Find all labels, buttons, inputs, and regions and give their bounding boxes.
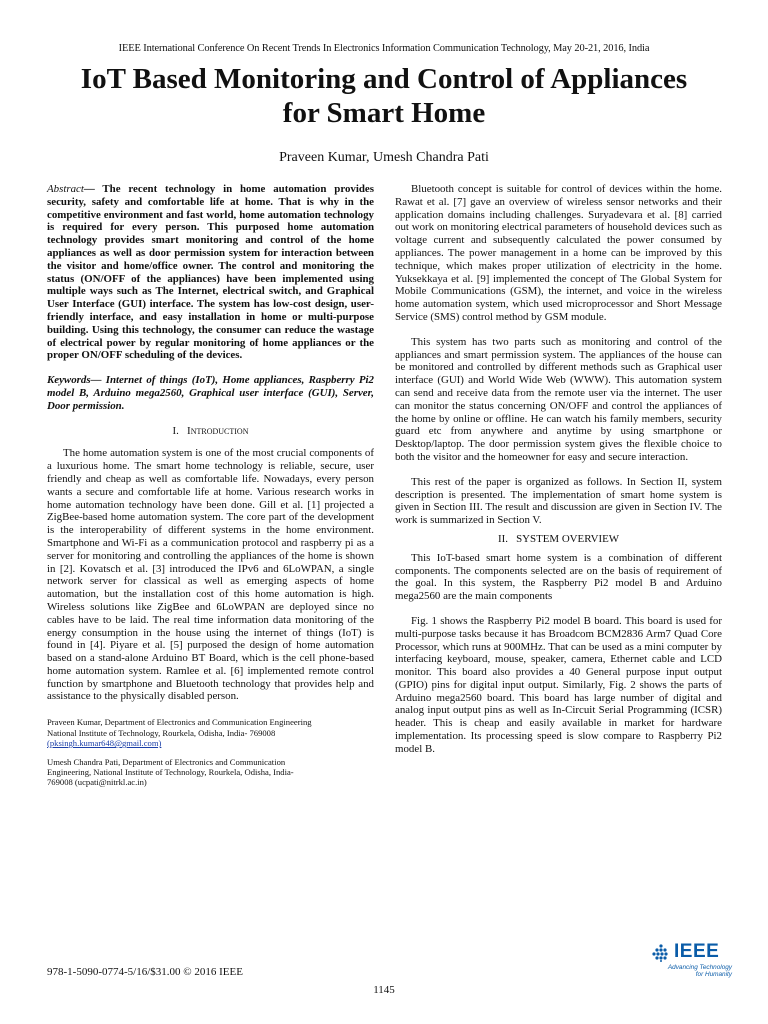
- ieee-tagline: [654, 964, 732, 979]
- page-number: 1145: [373, 984, 395, 996]
- keywords: [47, 374, 374, 412]
- ieee-tagline-line-1: Advancing Technology: [667, 964, 732, 971]
- paragraph-gap: [395, 324, 722, 336]
- keywords-label: Keywords: [47, 374, 91, 387]
- conference-header: IEEE International Conference On Recent Trends In Electronics Information Communication Technology, May 20-21, 2016, India: [118, 43, 650, 54]
- right-column: [395, 183, 722, 756]
- author-1-email-link[interactable]: (pksingh.kumar648@gmail.com): [47, 738, 162, 749]
- footnote-author-2: [47, 757, 374, 788]
- footnote-author-1: [47, 717, 374, 748]
- intro-paragraph-2: Bluetooth concept is suitable for control of devices within the home. Rawat et al. [7] gave an overview of wireless sensor networks and their application domains including challenges. Suryadevara et al. [8] carried out work on monitoring electrical parameters of household devices such as voltage current and subsequently calculated the power consumed by appliances. The power management in a home can be improved by this technique, which makes proper utilization of electricity in the home. Yuksekkaya et al. [9] implemented the concept of The Global System for Mobile Communications (GSM), the internet, and voice in the wireless home automation system, which used microprocessor and Short Message Service (SMS) control method by GSM module.: [395, 183, 722, 323]
- ieee-tagline-line-2: for Humanity: [695, 971, 732, 979]
- section-number: I.: [172, 424, 179, 437]
- title-line-2: for Smart Home: [282, 97, 486, 129]
- section-number: II.: [497, 532, 508, 545]
- ieee-dots-icon: [652, 944, 670, 962]
- intro-paragraph-4: This rest of the paper is organized as follows. In Section II, system description is presented. The implementation of smart home system is given in Section III. The result and discussion are given in Section IV. The work is summarized in Section V.: [395, 475, 722, 527]
- overview-paragraph-2: Fig. 1 shows the Raspberry Pi2 model B board. This board is used for multi-purpose tasks because it has Broadcom BCM2836 Arm7 Quad Core Processor, which runs at 900MHz. That can be used as a mini computer by interfacing keyboard, mouse, speaker, camera, Ethernet cable and LCD monitor. This board also provides a 40 General purpose input output (GPIO) pins for digital input output. Similarly, Fig. 2 shows the parts of Arduino mega2560 board. This board has large number of digital and analog input output pins as well as In-Circuit Serial Programming (ICSR) header. This is cheap and easily available in market for hardware implementation. Its processing speed is slow compare to Raspberry Pi2 model B.: [395, 614, 722, 755]
- paper-title: [40, 62, 728, 130]
- paper-authors: Praveen Kumar, Umesh Chandra Pati: [279, 150, 489, 165]
- keywords-text: — Internet of things (IoT), Home appliances, Raspberry Pi2 model B, Arduino mega2560, Graphical user interface (GUI), Server, Door permission.: [47, 374, 374, 412]
- footnote-line: Praveen Kumar, Department of Electronics and Communication Engineering: [47, 717, 312, 728]
- footnote-line: Umesh Chandra Pati, Department of Electronics and Communication: [47, 756, 286, 767]
- intro-paragraph-3: This system has two parts such as monitoring and control of the appliances and smart permission system. The appliances of the house can be monitored and controlled by different methods such as Graphical user interface (GUI) and World Wide Web (WWW). This automation system can send and receive data from the remote user via the internet. The user can monitor the status concerning ON/OFF and control the appliances of the home by online or offline. He can watch his family members, security guard etc from anywhere and anytime by using smartphone or Desktop/laptop. The door permission system gives the flexible choice to both the visitor and the homeowner for easy and secure interaction.: [395, 335, 722, 463]
- ieee-wordmark: IEEE: [674, 941, 720, 962]
- section-heading-system-overview: [395, 533, 722, 546]
- abstract-text: — The recent technology in home automation provides security, safety and comfortable life at home. That is why in the competitive environment and fast world, home automation technology is required for every person. This purposed home automation technology provides smart monitoring and control of the home appliances as well as door permission system for interaction between the visitor and home/office owner. The control and monitoring the status (ON/OFF of the appliances) have been implemented using multiple ways such as The Internet, electrical switch, and Graphical User Interface (GUI) interface. The system has low-cost design, user-friendly interface, and easy installation in home or multi-purpose building. Using this technology, the consumer can reduce the wastage of electrical power by regular monitoring of home appliances or the proper ON/OFF scheduling of the devices.: [47, 183, 374, 362]
- footnote-line: Engineering, National Institute of Technology, Rourkela, Odisha, India-: [47, 766, 294, 777]
- footnote-line: 769008 (ucpati@nitrkl.ac.in): [47, 777, 147, 788]
- intro-paragraph-1: The home automation system is one of the most crucial components of a luxurious home. The smart home technology is reliable, secure, user friendly and cheap as well as comfortable life. Nowadays, every person wants a secure and comfortable life at home. Various research works in home automation technology have been done. Gill et al. [1] projected a ZigBee-based home automation system. The core part of the development is the interoperability of different systems in the home environment. Smartphone and Wi-Fi as a communication protocol and raspberry pi as a server for monitoring and controlling the appliances of the home is shown in [2]. Kovatsch et al. [3] introduced the IPv6 and 6LoWPAN, a single network server for classical as well as emerging aspects of home automation, but the installation cost of this home automation is high. Wireless solutions like ZigBee and 6LoWPAN are deployed since no cables have to be laid. The real time information data monitoring of the energy consumption in the house using the internet of things (IoT) is found in [4]. Piyare et al. [5] purposed the design of home automation based on a stand-alone Arduino BT Board, which is the cell phone-based home automation system. Ramlee et al. [6] implemented remote control function by smartphone and Bluetooth technology that provides help and assistance to the physically disabled person.: [47, 447, 374, 703]
- section-title: Introduction: [187, 424, 249, 437]
- paragraph-gap: [395, 603, 722, 615]
- ieee-logo: [652, 940, 732, 988]
- footnote-line: National Institute of Technology, Rourkela, Odisha, India- 769008: [47, 727, 276, 738]
- left-column: [47, 183, 374, 788]
- overview-paragraph-1: This IoT-based smart home system is a combination of different components. The components selected are on the basis of requirement of the goal. In this system, the Raspberry Pi2 model B and Arduino mega2560 are the main components: [395, 551, 722, 603]
- copyright-line: 978-1-5090-0774-5/16/$31.00 © 2016 IEEE: [47, 966, 243, 978]
- abstract: [47, 183, 374, 362]
- section-heading-introduction: [47, 425, 374, 438]
- paragraph-gap: [395, 464, 722, 476]
- title-line-1: IoT Based Monitoring and Control of Appliances: [80, 63, 688, 95]
- section-title: SYSTEM OVERVIEW: [516, 532, 620, 545]
- abstract-label: Abstract: [47, 183, 84, 195]
